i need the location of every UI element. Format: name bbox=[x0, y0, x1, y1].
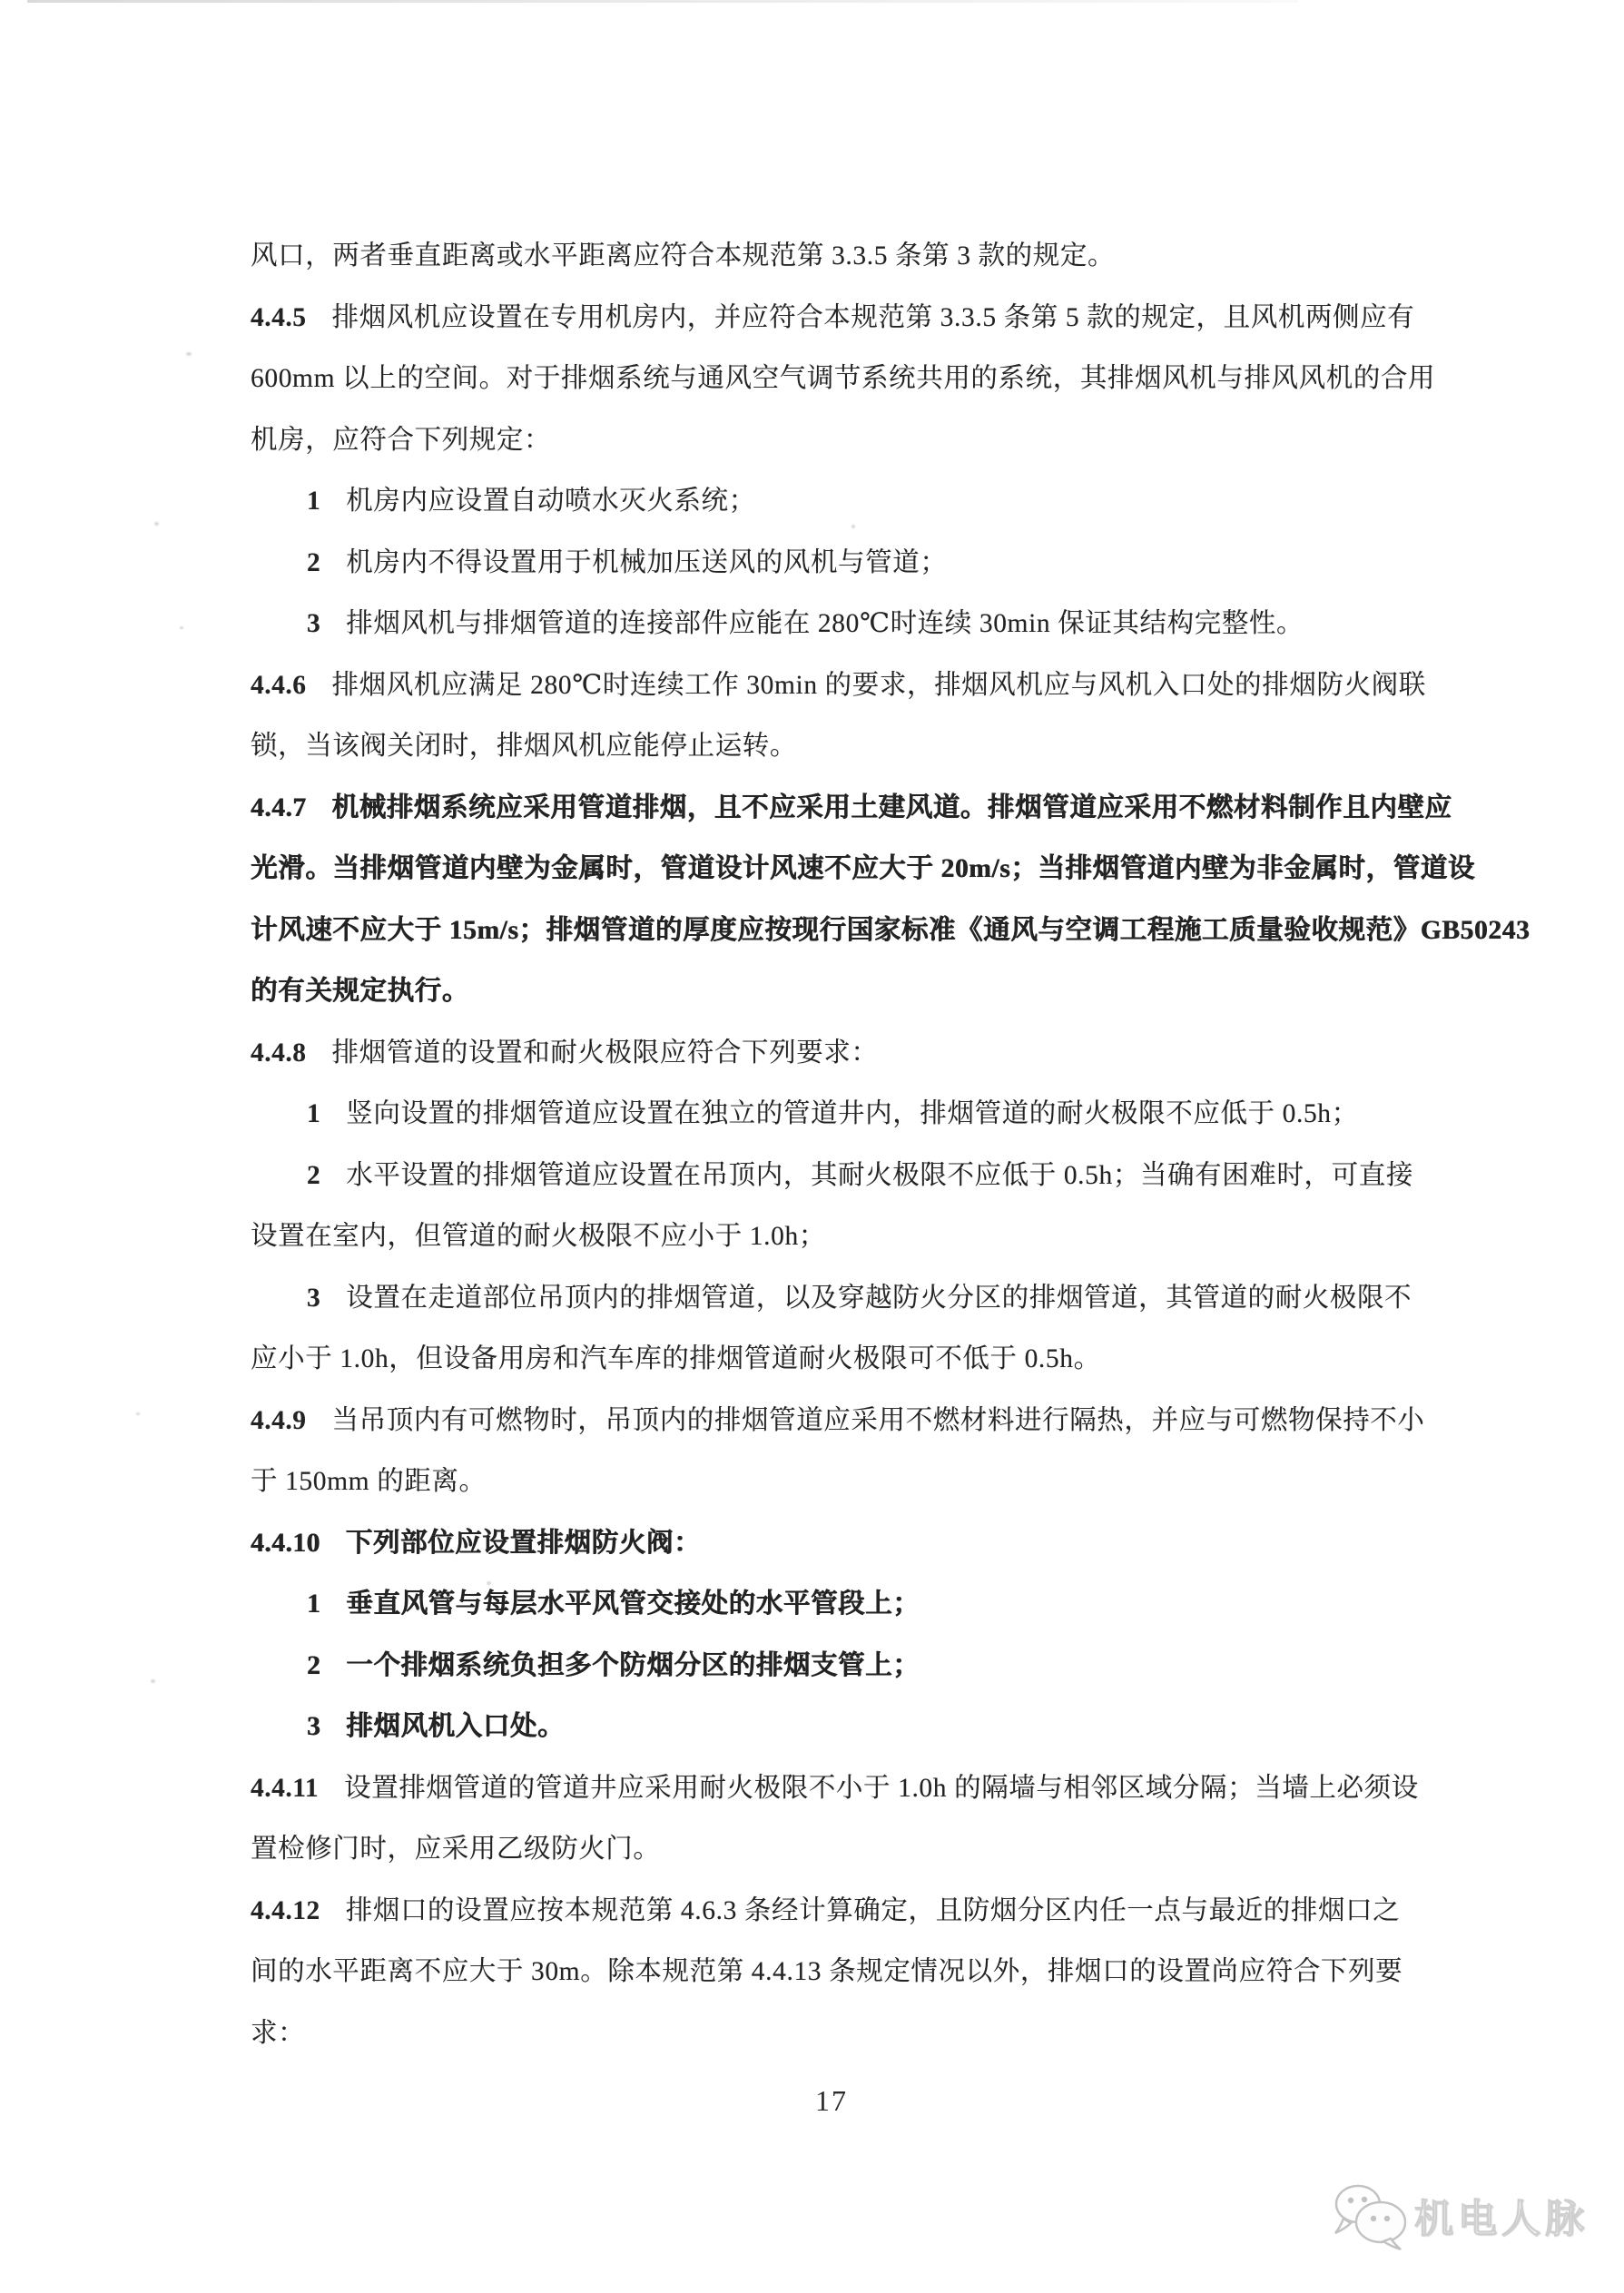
item-line bbox=[251, 1268, 1440, 1330]
line-text: 的有关规定执行。 bbox=[251, 977, 469, 1006]
item-number: 2 bbox=[307, 1650, 321, 1680]
clause-line bbox=[251, 1391, 1440, 1452]
item-line bbox=[251, 594, 1440, 655]
scan-speckle bbox=[136, 1412, 140, 1415]
item-line bbox=[251, 1697, 1440, 1758]
item-line bbox=[251, 1146, 1440, 1207]
text-line bbox=[251, 961, 1440, 1023]
clause-number: 4.4.6 bbox=[251, 670, 307, 700]
clause-number: 4.4.8 bbox=[251, 1038, 307, 1068]
line-text: 设置在室内，但管道的耐火极限不应小于 1.0h； bbox=[251, 1222, 826, 1251]
line-text: 下列部位应设置排烟防火阀： bbox=[345, 1528, 702, 1558]
line-text: 机房内不得设置用于机械加压送风的风机与管道； bbox=[346, 547, 948, 577]
line-text: 排烟风机与排烟管道的连接部件应能在 280℃时连续 30min 保证其结构完整性。 bbox=[346, 609, 1304, 638]
clause-number: 4.4.9 bbox=[251, 1405, 307, 1435]
text-line bbox=[251, 349, 1440, 410]
clause-line bbox=[251, 1881, 1440, 1943]
clause-number: 4.4.11 bbox=[251, 1773, 320, 1803]
clause-line bbox=[251, 655, 1440, 717]
line-text: 垂直风管与每层水平风管交接处的水平管段上； bbox=[346, 1589, 920, 1619]
text-line bbox=[251, 1452, 1440, 1513]
text-line bbox=[251, 410, 1440, 472]
item-line bbox=[251, 1636, 1440, 1698]
scan-speckle bbox=[151, 1679, 155, 1683]
line-text: 排烟口的设置应按本规范第 4.6.3 条经计算确定，且防烟分区内任一点与最近的排烟口之 bbox=[345, 1895, 1401, 1925]
scan-speckle bbox=[487, 1581, 491, 1585]
item-number: 3 bbox=[307, 1283, 321, 1313]
page-number: 17 bbox=[815, 2084, 848, 2117]
clause-line bbox=[251, 778, 1452, 840]
line-text: 机房内应设置自动喷水灭火系统； bbox=[346, 487, 756, 516]
line-text: 计风速不应大于 15m/s；排烟管道的厚度应按现行国家标准《通风与空调工程施工质量验收规范》GB50243 bbox=[251, 915, 1530, 945]
line-text: 机械排烟系统应采用管道排烟，且不应采用土建风道。排烟管道应采用不燃材料制作且内壁应 bbox=[331, 792, 1452, 822]
clause-number: 4.4.10 bbox=[251, 1528, 320, 1558]
line-text: 置检修门时，应采用乙级防火门。 bbox=[251, 1835, 661, 1864]
clause-number: 4.4.5 bbox=[251, 302, 307, 332]
line-text: 排烟管道的设置和耐火极限应符合下列要求： bbox=[331, 1038, 879, 1068]
line-text: 排烟风机入口处。 bbox=[346, 1712, 566, 1741]
line-text: 排烟风机应满足 280℃时连续工作 30min 的要求，排烟风机应与风机入口处的排烟防火阀联 bbox=[331, 670, 1426, 700]
clause-number: 4.4.7 bbox=[251, 792, 307, 822]
line-text: 锁，当该阀关闭时，排烟风机应能停止运转。 bbox=[251, 732, 798, 761]
text-line bbox=[251, 226, 1440, 288]
scan-edge-artifact bbox=[27, 0, 1298, 3]
document-body bbox=[251, 226, 1530, 2064]
line-text: 当吊顶内有可燃物时，吊顶内的排烟管道应采用不燃材料进行隔热，并应与可燃物保持不小 bbox=[331, 1405, 1425, 1435]
line-text: 于 150mm 的距离。 bbox=[251, 1467, 487, 1496]
item-number: 3 bbox=[307, 609, 321, 638]
line-text: 机房，应符合下列规定： bbox=[251, 425, 552, 455]
scan-speckle bbox=[851, 525, 855, 528]
item-line bbox=[251, 471, 1440, 533]
text-line bbox=[251, 1819, 1440, 1881]
watermark-text: 机电人脉 bbox=[1414, 2197, 1589, 2241]
text-line bbox=[251, 900, 1530, 962]
line-text: 600mm 以上的空间。对于排烟系统与通风空气调节系统共用的系统，其排烟风机与排风风机的合用 bbox=[251, 364, 1436, 393]
text-line bbox=[251, 1329, 1440, 1391]
text-line bbox=[251, 839, 1475, 900]
clause-line bbox=[251, 1758, 1440, 1820]
wechat-logo-icon bbox=[1331, 2180, 1407, 2251]
item-number: 3 bbox=[307, 1712, 321, 1741]
clause-line bbox=[251, 1513, 1440, 1575]
line-text: 排烟风机应设置在专用机房内，并应符合本规范第 3.3.5 条第 5 款的规定，且风机两侧应有 bbox=[331, 302, 1415, 332]
text-line bbox=[251, 716, 1440, 778]
line-text: 一个排烟系统负担多个防烟分区的排烟支管上； bbox=[346, 1650, 920, 1680]
clause-line bbox=[251, 288, 1440, 349]
text-line bbox=[251, 1206, 1440, 1268]
item-number: 2 bbox=[307, 1160, 321, 1190]
text-line bbox=[251, 2003, 1440, 2065]
item-number: 1 bbox=[307, 487, 321, 516]
item-line bbox=[251, 1084, 1440, 1146]
scan-speckle bbox=[154, 522, 159, 526]
item-line bbox=[251, 533, 1440, 595]
clause-number: 4.4.12 bbox=[251, 1895, 320, 1925]
clause-line bbox=[251, 1023, 1440, 1085]
line-text: 设置排烟管道的管道井应采用耐火极限不小于 1.0h 的隔墙与相邻区域分隔；当墙上必须设 bbox=[344, 1773, 1419, 1803]
item-line bbox=[251, 1574, 1440, 1636]
item-number: 2 bbox=[307, 547, 321, 577]
item-number: 1 bbox=[307, 1589, 321, 1619]
line-text: 竖向设置的排烟管道应设置在独立的管道井内，排烟管道的耐火极限不应低于 0.5h； bbox=[346, 1099, 1359, 1128]
line-text: 风口，两者垂直距离或水平距离应符合本规范第 3.3.5 条第 3 款的规定。 bbox=[251, 241, 1116, 271]
line-text: 设置在走道部位吊顶内的排烟管道，以及穿越防火分区的排烟管道，其管道的耐火极限不 bbox=[346, 1283, 1412, 1313]
line-text: 光滑。当排烟管道内壁为金属时，管道设计风速不应大于 20m/s；当排烟管道内壁为非金属时，管道设 bbox=[251, 854, 1475, 883]
scan-speckle bbox=[180, 626, 183, 629]
item-number: 1 bbox=[307, 1099, 321, 1128]
line-text: 应小于 1.0h，但设备用房和汽车库的排烟管道耐火极限可不低于 0.5h。 bbox=[251, 1344, 1101, 1373]
line-text: 水平设置的排烟管道应设置在吊顶内，其耐火极限不应低于 0.5h；当确有困难时，可直接 bbox=[346, 1160, 1413, 1190]
line-text: 求： bbox=[251, 2018, 306, 2048]
text-line bbox=[251, 1942, 1440, 2003]
line-text: 间的水平距离不应大于 30m。除本规范第 4.4.13 条规定情况以外，排烟口的设置尚应符合下列要 bbox=[251, 1957, 1403, 1986]
watermark bbox=[1331, 2180, 1589, 2251]
scan-speckle bbox=[186, 352, 192, 356]
